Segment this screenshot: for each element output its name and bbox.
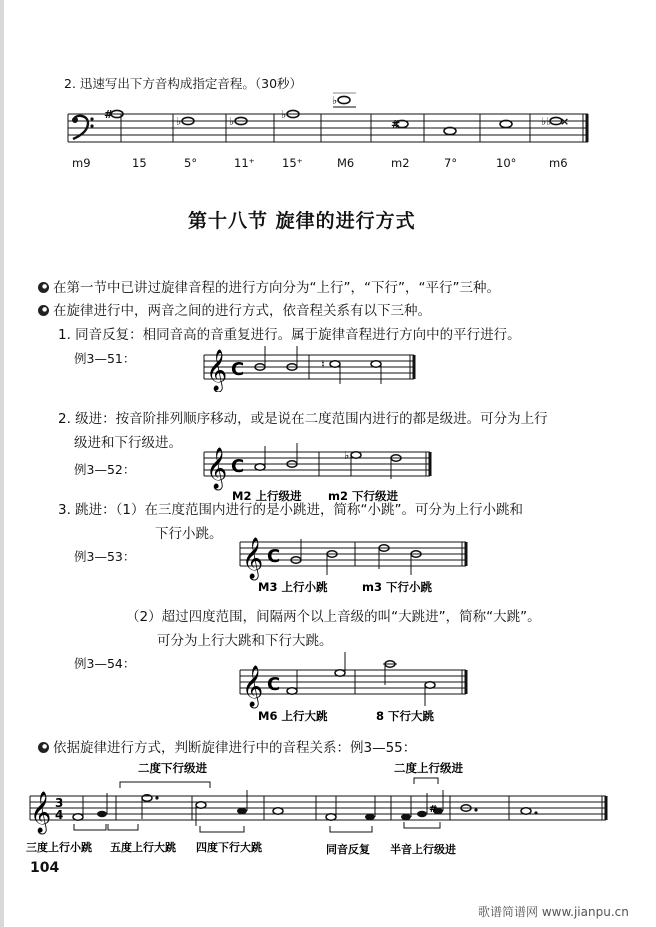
svg-text:♭: ♭ <box>332 94 338 107</box>
annotation-below: 三度上行小跳 <box>26 841 92 854</box>
bullet-paragraph: 在旋律进行中，两音之间的进行方式，依音程关系有以下三种。 <box>38 302 431 320</box>
caption: M6 上行大跳 <box>258 709 328 723</box>
bullet-icon <box>38 742 49 753</box>
bullet-icon <box>38 305 49 316</box>
interval-label: m9 <box>72 156 91 170</box>
interval-label: m6 <box>549 156 568 170</box>
example-label: 例3—51： <box>74 351 136 366</box>
bullet-icon <box>38 282 49 293</box>
treble-clef-icon: 𝄞 <box>206 448 228 489</box>
annotation-below: 同音反复 <box>326 843 370 856</box>
annotation-above: 二度上行级进 <box>394 761 463 775</box>
bass-clef-icon <box>72 116 94 139</box>
bass-staff-exercise <box>60 92 600 180</box>
interval-label: 5° <box>184 156 198 170</box>
bullet-paragraph: 依据旋律进行方式，判断旋律进行中的音程关系：例3—55： <box>38 739 416 757</box>
treble-clef-icon: 𝄞 <box>242 538 264 579</box>
common-time-icon: C <box>267 546 281 567</box>
annotation-below: 五度上行大跳 <box>110 841 176 854</box>
svg-text:#: # <box>104 108 114 121</box>
svg-text:♭♭: ♭♭ <box>541 115 552 128</box>
common-time-icon: C <box>231 359 245 380</box>
time-signature-bottom: 4 <box>55 808 64 822</box>
common-time-icon: C <box>231 456 245 477</box>
svg-text:#: # <box>391 118 401 131</box>
treble-clef-icon: 𝄞 <box>30 792 52 833</box>
caption: m3 下行小跳 <box>362 580 432 594</box>
interval-label: 7° <box>444 156 458 170</box>
interval-label: M6 <box>337 156 355 170</box>
section-heading: 第十八节 旋律的进行方式 <box>188 210 416 232</box>
annotation-below: 半音上行级进 <box>390 843 456 856</box>
interval-label: 11⁺ <box>234 156 255 170</box>
item-leap-line1: 3. 跳进：（1）在三度范围内进行的是小跳进，简称“小跳”。可分为上行小跳和 <box>58 502 523 518</box>
watermark: 歌谱简谱网 www.jianpu.cn <box>478 905 629 919</box>
svg-text:♭: ♭ <box>176 115 182 128</box>
annotation-above: 二度下行级进 <box>138 761 207 775</box>
interval-label: m2 <box>391 156 410 170</box>
staff-example-52 <box>200 440 436 506</box>
staff-example-55 <box>26 760 612 860</box>
common-time-icon: C <box>267 674 281 695</box>
caption: m2 下行级进 <box>328 489 398 503</box>
page-number: 104 <box>30 860 60 876</box>
svg-text:#: # <box>429 804 438 815</box>
svg-text:♭: ♭ <box>281 108 287 121</box>
svg-text:♭: ♭ <box>344 449 350 462</box>
annotation-below: 四度下行大跳 <box>196 841 262 854</box>
interval-label: 15 <box>132 156 147 170</box>
item-step-line2: 级进和下行级进。 <box>74 435 182 451</box>
item-bigleap-line1: （2）超过四度范围，间隔两个以上音级的叫“大跳进”，简称“大跳”。 <box>126 609 541 625</box>
example-label: 例3—52： <box>74 462 136 477</box>
item-step-line1: 2. 级进：按音阶排列顺序移动，或是说在二度范围内进行的都是级进。可分为上行 <box>58 411 548 427</box>
item-leap-line2: 下行小跳。 <box>155 526 223 542</box>
time-signature-top: 3 <box>55 796 64 810</box>
caption: M2 上行级进 <box>232 489 302 503</box>
example-label: 例3—54： <box>74 656 136 671</box>
svg-text:♮: ♮ <box>321 358 325 371</box>
interval-label: 15⁺ <box>282 156 303 170</box>
item-bigleap-line2: 可分为上行大跳和下行大跳。 <box>157 633 333 649</box>
caption: M3 上行小跳 <box>258 580 328 594</box>
staff-example-53 <box>236 530 472 598</box>
treble-clef-icon: 𝄞 <box>242 666 264 707</box>
svg-text:♭: ♭ <box>229 115 235 128</box>
item-repetition: 1. 同音反复：相同音高的音重复进行。属于旋律音程进行方向中的平行进行。 <box>58 327 521 343</box>
caption: 8 下行大跳 <box>376 709 435 723</box>
interval-label: 10° <box>496 156 517 170</box>
svg-text:×: × <box>560 115 570 128</box>
staff-example-51 <box>200 344 420 392</box>
exercise-title: 2. 迅速写出下方音构成指定音程。（30秒） <box>64 76 303 91</box>
staff-example-54 <box>236 650 472 726</box>
treble-clef-icon: 𝄞 <box>206 350 228 391</box>
example-label: 例3—53： <box>74 549 136 564</box>
bullet-paragraph: 在第一节中已讲过旋律音程的进行方向分为“上行”，“下行”，“平行”三种。 <box>38 279 500 297</box>
